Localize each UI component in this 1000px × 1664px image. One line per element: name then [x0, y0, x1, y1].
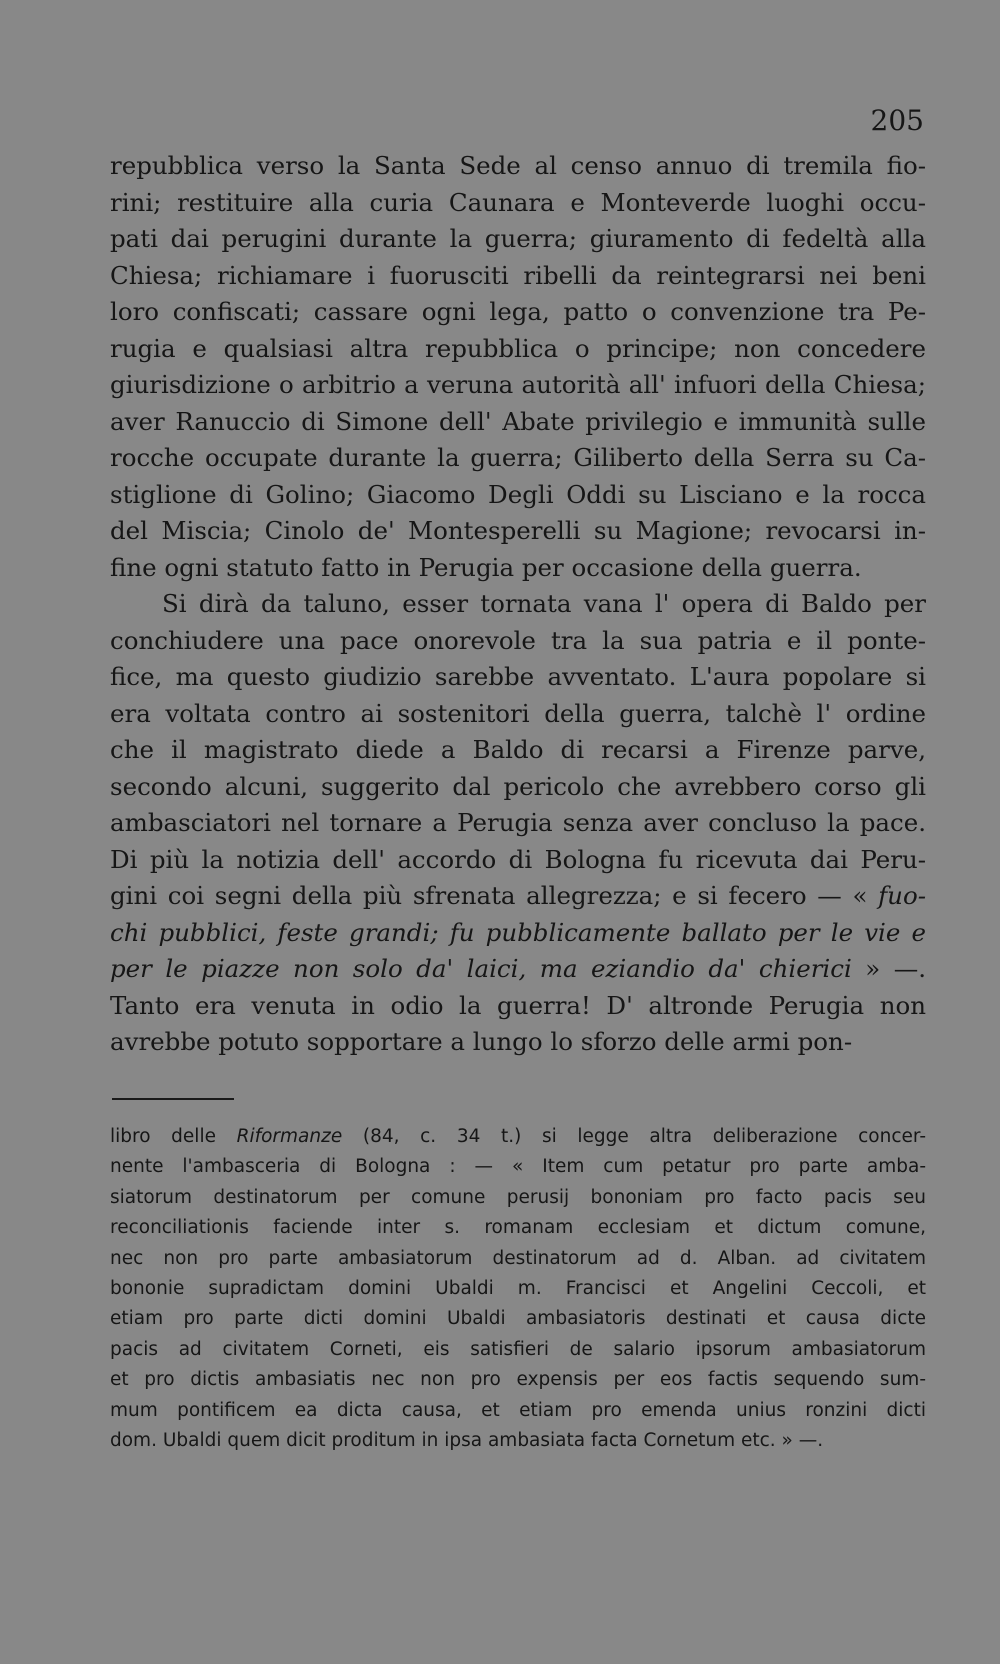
footnote-line — [110, 1426, 926, 1456]
page-number: 205 — [870, 104, 924, 137]
line-text: gini coi segni della più sfrenata allegrezza; e si fecero — « — [110, 881, 879, 910]
footnote-line — [110, 1304, 926, 1334]
text-line — [110, 513, 926, 550]
line-text: loro confiscati; cassare ogni lega, patto o convenzione tra Pe- — [110, 297, 926, 326]
text-line — [110, 586, 926, 623]
line-text: et pro dictis ambasiatis nec non pro expensis per eos factis sequendo sum- — [110, 1369, 926, 1391]
footnote-line — [110, 1213, 926, 1243]
line-tail: (84, c. 34 t.) si legge altra deliberazione concer- — [342, 1126, 926, 1147]
line-text: Di più la notizia dell' accordo di Bologna fu ricevuta dai Peru- — [110, 844, 926, 874]
line-text: era voltata contro ai sostenitori della guerra, talchè l' ordine — [110, 698, 926, 728]
line-text: dom. Ubaldi quem dicit proditum in ipsa ambasiata facta Cornetum etc. » —. — [110, 1429, 824, 1451]
footnote — [110, 1122, 926, 1456]
text-line — [110, 550, 926, 587]
footnote-line — [110, 1183, 926, 1213]
line-tail: » —. — [851, 954, 926, 983]
text-line — [110, 878, 926, 915]
line-text: fine ogni statuto fatto in Perugia per occasione della guerra. — [110, 552, 862, 582]
text-line — [110, 732, 926, 769]
text-line — [110, 623, 926, 660]
text-line — [110, 988, 926, 1025]
line-text: che il magistrato diede a Baldo di recarsi a Firenze parve, — [110, 735, 926, 764]
line-text: secondo alcuni, suggerito dal pericolo che avrebbero corso gli — [110, 771, 926, 801]
footnote-line — [110, 1152, 926, 1182]
line-text: giurisdizione o arbitrio a veruna autorità all' infuori della Chiesa; — [110, 370, 926, 399]
line-text: Si dirà da taluno, esser tornata vana l' opera di Baldo per — [162, 589, 926, 618]
line-text: siatorum destinatorum per comune perusij bononiam pro facto pacis seu — [110, 1186, 926, 1208]
line-text: Chiesa; richiamare i fuorusciti ribelli da reintegrarsi nei beni — [110, 260, 926, 290]
text-line — [110, 258, 926, 295]
line-text: rocche occupate durante la guerra; Giliberto della Serra su Ca- — [110, 443, 926, 472]
line-text: aver Ranuccio di Simone dell' Abate privilegio e immunità sulle — [110, 406, 926, 436]
line-text: fice, ma questo giudizio sarebbe avventato. L'aura popolare si — [110, 662, 926, 691]
text-line — [110, 440, 926, 477]
line-text: rugia e qualsiasi altra repubblica o principe; non concedere — [110, 333, 926, 363]
text-line — [110, 1024, 926, 1061]
text-line — [110, 404, 926, 441]
italic-quote: chi pubblici, feste grandi; fu pubblicamente ballato per le vie e — [110, 917, 926, 947]
text-line — [110, 769, 926, 806]
text-line — [110, 367, 926, 404]
body-text — [110, 148, 926, 1061]
text-line — [110, 696, 926, 733]
line-text: avrebbe potuto sopportare a lungo lo sforzo delle armi pon- — [110, 1027, 853, 1056]
text-line — [110, 951, 926, 988]
text-line — [110, 148, 926, 185]
line-text: nec non pro parte ambasiatorum destinatorum ad d. Alban. ad civitatem — [110, 1247, 926, 1269]
line-text: rini; restituire alla curia Caunara e Monteverde luoghi occu- — [110, 187, 926, 217]
line-text: ambasciatori nel tornare a Perugia senza aver concluso la pace. — [110, 808, 926, 837]
italic-quote: fuo- — [878, 881, 926, 910]
italic-quote: per le piazze non solo da' laici, ma eziandio da' chierici — [110, 954, 852, 983]
text-line — [110, 477, 926, 514]
footnote-line — [110, 1396, 926, 1426]
footnote-line — [110, 1274, 926, 1304]
footnote-line — [110, 1335, 926, 1365]
footnote-line — [110, 1244, 926, 1274]
text-line — [110, 805, 926, 842]
text-line — [110, 294, 926, 331]
line-text: conchiudere una pace onorevole tra la sua patria e il ponte- — [110, 625, 926, 655]
footnote-line — [110, 1122, 926, 1152]
text-line — [110, 221, 926, 258]
line-text: bononie supradictam domini Ubaldi m. Francisci et Angelini Ceccoli, et — [110, 1277, 926, 1299]
line-text: pati dai perugini durante la guerra; giuramento di fedeltà alla — [110, 224, 926, 253]
line-text: reconciliationis faciende inter s. romanam ecclesiam et dictum comune, — [110, 1217, 926, 1239]
line-text: del Miscia; Cinolo de' Montesperelli su Magione; revocarsi in- — [110, 516, 926, 545]
line-text: nente l'ambasceria di Bologna : — « Item cum petatur pro parte amba- — [110, 1156, 926, 1178]
line-text: pacis ad civitatem Corneti, eis satisfieri de salario ipsorum ambasiatorum — [110, 1338, 926, 1360]
italic-quote: Riformanze — [236, 1126, 343, 1147]
line-text: Tanto era venuta in odio la guerra! D' altronde Perugia non — [110, 990, 926, 1020]
text-line — [110, 915, 926, 952]
text-line — [110, 185, 926, 222]
footnote-line — [110, 1365, 926, 1395]
footnote-separator — [112, 1098, 234, 1100]
line-text: repubblica verso la Santa Sede al censo annuo di tremila fio- — [110, 151, 926, 180]
line-text: stiglione di Golino; Giacomo Degli Oddi su Lisciano e la rocca — [110, 479, 926, 509]
text-line — [110, 659, 926, 696]
line-text: mum pontificem ea dicta causa, et etiam pro emenda unius ronzini dicti — [110, 1399, 926, 1421]
text-line — [110, 842, 926, 879]
line-text: etiam pro parte dicti domini Ubaldi ambasiatoris destinati et causa dicte — [110, 1308, 926, 1330]
line-text: libro delle — [110, 1126, 237, 1147]
text-line — [110, 331, 926, 368]
